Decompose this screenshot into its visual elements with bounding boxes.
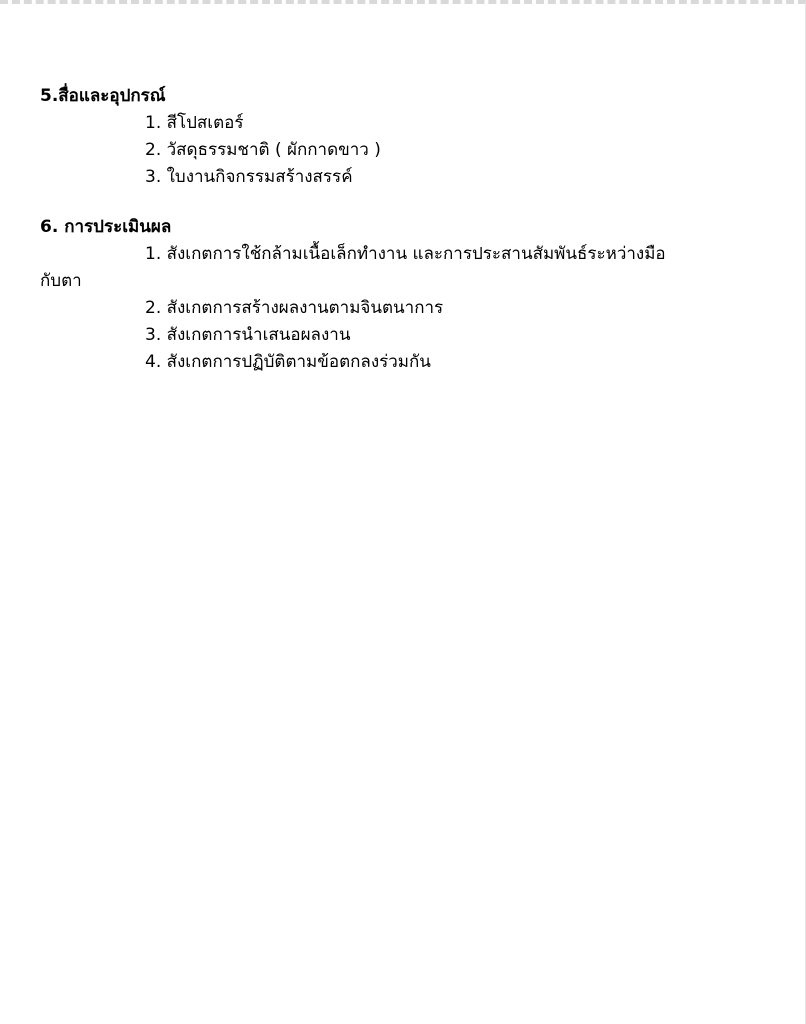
section-6-item-2: 2. สังเกตการสร้างผลงานตามจินตนาการ	[145, 298, 444, 318]
section-5-item-3: 3. ใบงานกิจกรรมสร้างสรรค์	[145, 167, 353, 187]
section-6-item-3: 3. สังเกตการนำเสนอผลงาน	[145, 325, 351, 345]
section-5-heading: 5.สื่อและอุปกรณ์	[40, 86, 166, 106]
section-5-item-1: 1. สีโปสเตอร์	[145, 113, 244, 133]
section-6-item-1-continuation: กับตา	[40, 271, 82, 291]
section-6-item-1: 1. สังเกตการใช้กล้ามเนื้อเล็กทำงาน และการประสานสัมพันธ์ระหว่างมือ	[145, 244, 666, 264]
section-5-item-2: 2. วัสดุธรรมชาติ ( ผักกาดขาว )	[145, 140, 381, 160]
section-6-heading: 6. การประเมินผล	[40, 217, 172, 237]
section-6-item-4: 4. สังเกตการปฏิบัติตามข้อตกลงร่วมกัน	[145, 352, 431, 372]
